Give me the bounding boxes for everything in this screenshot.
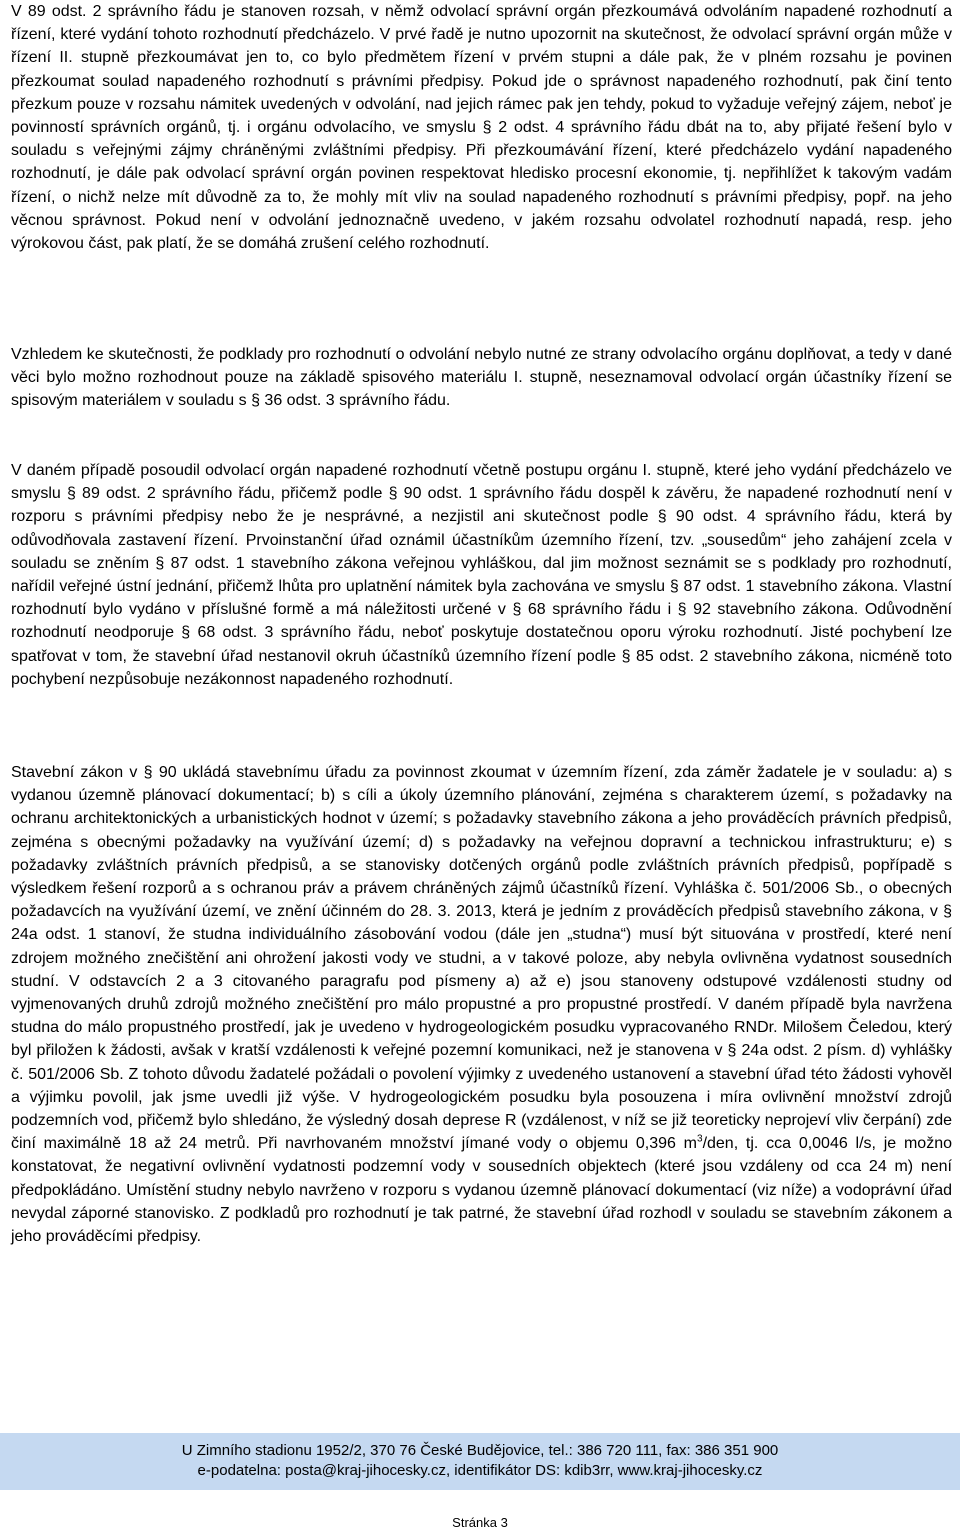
page-number: Stránka 3 [452, 1515, 508, 1530]
paragraph-text: Stavební zákon v § 90 ukládá stavebnímu úřadu za povinnost zkoumat v územním řízení, zda záměr žadatele je v souladu: a) s vydanou územně plánovací dokumentací; b) s cíli a úkoly územního plánování, zejména s charakterem území, s požadavky na ochranu architektonických a urbanistických hodnot v území; s požadavky stavebního zákona a jeho prováděcích právních předpisů, zejména s obecnými požadavky na využívání území; d) s požadavky na veřejnou dopravní a technickou infrastrukturu; e) s požadavky zvláštních právních předpisů, a se stanovisky dotčených orgánů podle zvláštních právních předpisů, popřípadě s výsledkem řešení rozporů a s ochranou práv a právem chráněných zájmů účastníků řízení. Vyhláška č. 501/2006 Sb., o obecných požadavcích na využívání území, ve znění účinném do 28. 3. 2013, která je jedním z prováděcích předpisů stavebního zákona, v § 24a odst. 1 stanoví, že studna individuálního zásobování vodou (dále jen „studna“) musí být situována v prostředí, které není zdrojem možného znečištění ani ohrožení jakosti vody ve studni, a v takové poloze, aby nebyla ovlivněna vydatnost sousedních studní. V odstavcích 2 a 3 citovaného paragrafu pod písmeny a) až e) jsou stanoveny odstupové vzdálenosti studny od vyjmenovaných druhů zdrojů možného znečištění pro málo propustné a pro propustné prostředí. V daném případě byla navržena studna do málo propustného prostředí, jak je uvedeno v hydrogeologickém posudku vypracovaného RNDr. Milošem Čeledou, který byl přiložen k žádosti, avšak v kratší vzdálenosti k veřejné pozemní komunikaci, než je stanovena v § 24a odst. 2 písm. d) vyhlášky č. 501/2006 Sb. Z tohoto důvodu žadatelé požádali o povolení výjimky z uvedeného ustanovení a stavební úřad této žádosti vyhověl a výjimku povolil, jak jsme uvedli již výše. V hydrogeologickém posudku byla posouzena i míra ovlivnění množství zdrojů podzemních vod, přičemž bylo shledáno, že výsledný dosah deprese R (vzdálenost, v níž se již teoreticky neprojeví vliv čerpání) zde činí maximálně 18 až 24 metrů. Při navrhovaném množství jímané vody o objemu 0,396 m [11, 764, 952, 1153]
footer-address: U Zimního stadionu 1952/2, 370 76 České Budějovice, tel.: 386 720 111, fax: 386 351 900 [181, 1442, 779, 1459]
paragraph: V 89 odst. 2 správního řádu je stanoven rozsah, v němž odvolací správní orgán přezkoumává odvoláním napadené rozhodnutí a řízení, které vydání tohoto rozhodnutí předcházelo. V prvé řadě je nutno upozornit na skutečnost, že odvolací správní orgán může v řízení II. stupně přezkoumávat jen to, co bylo předmětem řízení v prvém stupni a dále pak, že v plném rozsahu je povinen přezkoumat soulad napadeného rozhodnutí s právními předpisy. Pokud jde o správnost napadeného rozhodnutí, pak činí tento přezkum pouze v rozsahu námitek uvedených v odvolání, nad jejich rámec pak jen tehdy, pokud to vyžaduje veřejný zájem, neboť je povinností správních orgánů, tj. i orgánu odvolacího, ve smyslu § 2 odst. 4 správního řádu dbát na to, aby přijaté řešení bylo v souladu s veřejnými zájmy chráněnými zvláštními předpisy. Při přezkoumávání řízení, které předcházelo vydání napadeného rozhodnutí, je dále pak odvolací správní orgán povinen respektovat hledisko procesní ekonomie, tj. nepřihlížet k takovým vadám řízení, o nichž nelze mít důvodně za to, že mohly mít vliv na soulad napadeného rozhodnutí s právními předpisy, popř. na jeho věcnou správnost. Pokud není v odvolání jednoznačně uvedeno, v jakém rozsahu odvolatel rozhodnutí napadá, resp. jeho výrokovou část, pak platí, že se domáhá zrušení celého rozhodnutí. [11, 3, 952, 253]
paragraph [11, 761, 952, 1248]
paragraph-text: /den, tj. cca 0,0046 l/s, je možno konstatovat, že negativní ovlivnění vydatnosti podzemní vody v sousedních objektech (které jsou vzdáleny od cca 24 m) není předpokládáno. Umístění studny nebylo navrženo v rozporu s vydanou územně plánovací dokumentací (viz níže) a vodoprávní úřad nevydal záporné stanovisko. Z podkladů pro rozhodnutí je tak patrné, že stavební úřad rozhodl v souladu se stavebním zákonem a jeho prováděcími předpisy. [11, 1135, 952, 1246]
paragraph: Vzhledem ke skutečnosti, že podklady pro rozhodnutí o odvolání nebylo nutné ze strany odvolacího orgánu doplňovat, a tedy v dané věci bylo možno rozhodnout pouze na základě spisového materiálu I. stupně, neseznamoval odvolací orgán účastníky řízení se spisovým materiálem v souladu s § 36 odst. 3 správního řádu. [11, 346, 952, 410]
footer [0, 1433, 960, 1490]
footer-contacts: e-podatelna: posta@kraj-jihocesky.cz, identifikátor DS: kdib3rr, www.kraj-jihocesky.cz [197, 1462, 763, 1479]
superscript: 3 [697, 1133, 703, 1145]
paragraph: V daném případě posoudil odvolací orgán napadené rozhodnutí včetně postupu orgánu I. stupně, které jeho vydání předcházelo ve smyslu § 89 odst. 2 správního řádu, přičemž podle § 90 odst. 1 správního řádu dospěl k závěru, že napadené rozhodnutí není v rozporu s právními předpisy nebo že je nesprávné, a nezjistil ani skutečnost podle § 90 odst. 4 správního řádu, která by odůvodňovala zastavení řízení. Prvoinstanční úřad oznámil účastníkům územního řízení, tzv. „sousedům“ jeho zahájení zcela v souladu se zněním § 87 odst. 1 stavebního zákona veřejnou vyhláškou, dal jim možnost seznámit se s podklady pro rozhodnutí, nařídil veřejné ústní jednání, přičemž lhůta pro uplatnění námitek byla zachována ve smyslu § 87 odst. 1 stavebního zákona. Vlastní rozhodnutí bylo vydáno v příslušné formě a má náležitosti určené v § 68 správního řádu i § 92 stavebního zákona. Odůvodnění rozhodnutí neodporuje § 68 odst. 3 správního řádu, neboť poskytuje dostatečnou oporu výroku rozhodnutí. Jisté pochybení lze spatřovat v tom, že stavební úřad nestanovil okruh účastníků územního řízení podle § 85 odst. 2 stavebního zákona, nicméně toto pochybení nezpůsobuje nezákonnost napadeného rozhodnutí. [11, 462, 952, 688]
